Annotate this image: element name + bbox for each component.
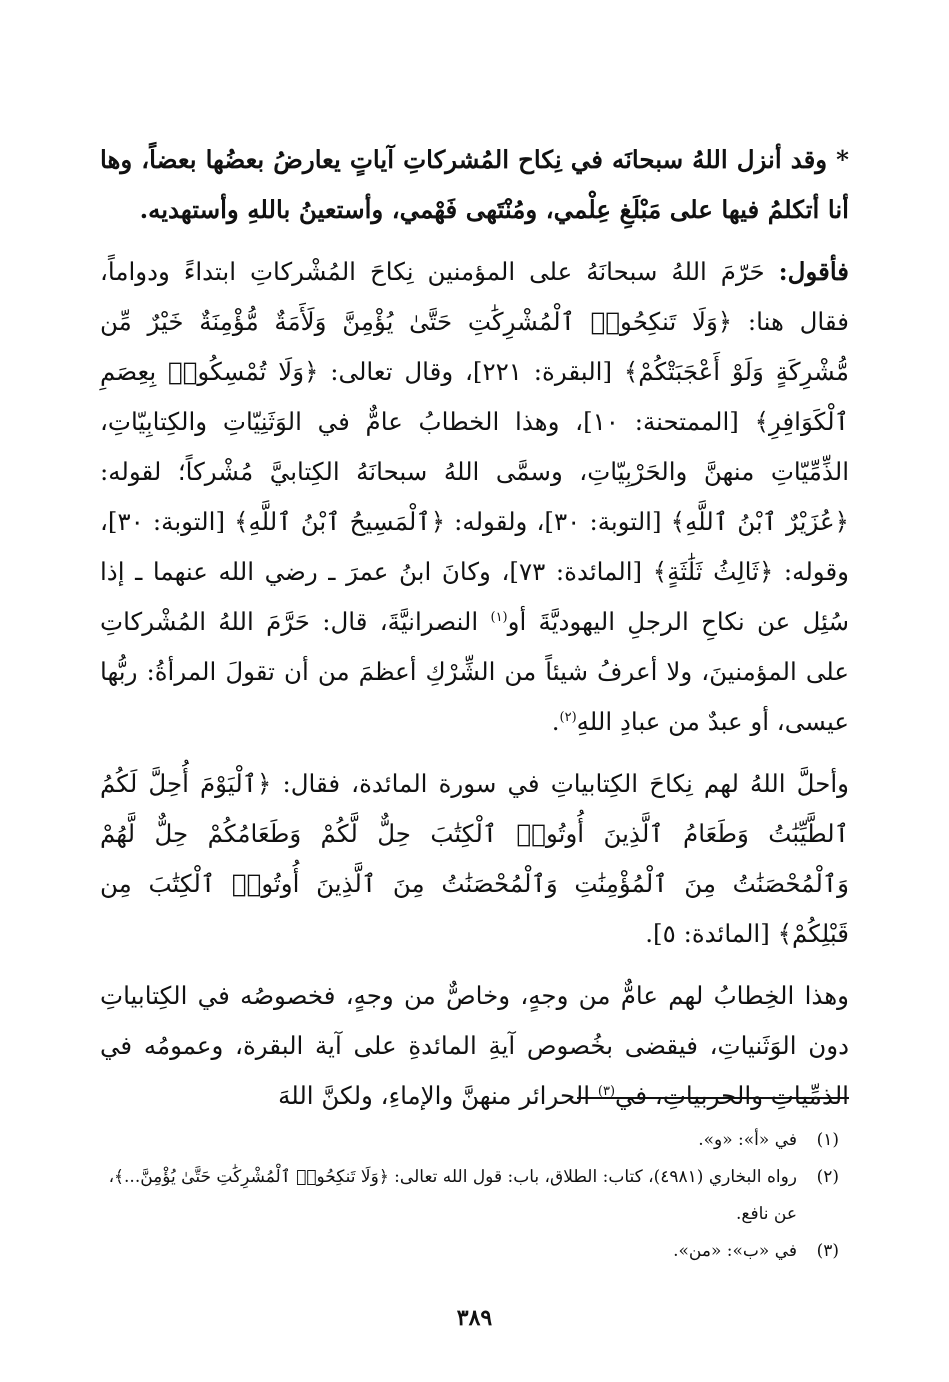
footnote-text: في «ب»: «من». (673, 1241, 797, 1261)
lead-word: فأقول: (778, 257, 849, 286)
footnote-text: في «أ»: «و». (698, 1130, 797, 1150)
paragraph-4-text: وهذا الخِطابُ لهم عامٌّ من وجهٍ، وخاصٌّ من وجهٍ، فخصوصُه في الكِتابياتِ دون الوَثَنياتِ، فيقضى بخُصوص آيةِ المائدةِ على آية البقرة، وعمومُه في الذمِّياتِ والحربياتِ، في (100, 981, 849, 1110)
main-text (100, 135, 849, 1121)
paragraph-2: فأقول: حَرّمَ اللهُ سبحانَهُ على المؤمنين نِكاحَ المُشْركاتِ ابتداءً ودواماً، فقال هنا: ﴿وَلَا تَنكِحُوا۟ ٱلْمُشْرِكَٰتِ حَتَّىٰ يُؤْمِنَّ وَلَأَمَةٌ مُّؤْمِنَةٌ خَيْرٌ مِّن مُّشْرِكَةٍ وَلَوْ أَعْجَبَتْكُمْ﴾ [البقرة: ٢٢١]، وقال تعالى: ﴿وَلَا تُمْسِكُوا۟ بِعِصَمِ ٱلْكَوَافِرِ﴾ [الممتحنة: ١٠]، وهذا الخطابُ عامٌّ في الوَثَنِيّاتِ والكِتابِيّاتِ، الذِّمِّيّاتِ منهنَّ والحَرْبِيّاتِ، وسمَّى اللهُ سبحانَهُ الكِتابيَّ مُشْركاً؛ لقوله: ﴿عُزَيْرٌ ٱبْنُ ٱللَّهِ﴾ [التوبة: ٣٠]، ولقوله: ﴿ٱلْمَسِيحُ ٱبْنُ ٱللَّهِ﴾ [التوبة: ٣٠]، وقوله: ﴿ثَالِثُ ثَلَٰثَةٍ﴾ [المائدة: ٧٣]، وكانَ ابنُ عمرَ ـ رضي الله عنهما ـ إذا سُئِل عن نكاحِ الرجلِ اليهوديَّةَ أو$^{(١)}$ النصرانيَّةَ، قال: حَرَّمَ اللهُ المُشْركاتِ على المؤمنينَ، ولا أعرفُ شيئاً من الشِّرْكِ أعظمَ من أن تقولَ المرأةُ: ربُّها عيسى، أو عبدٌ من عبادِ اللهِ$^{(٢)}$. (100, 257, 849, 736)
footnotes (100, 1122, 839, 1270)
footnote-number: (١) (816, 1130, 839, 1150)
paragraph-3: وأحلَّ اللهُ لهم نِكاحَ الكِتابياتِ في سورة المائدة، فقال: ﴿ٱلْيَوْمَ أُحِلَّ لَكُمُ ٱلطَّيِّبَٰتُ وَطَعَامُ ٱلَّذِينَ أُوتُوا۟ ٱلْكِتَٰبَ حِلٌّ لَّكُمْ وَطَعَامُكُمْ حِلٌّ لَّهُمْ وَٱلْمُحْصَنَٰتُ مِنَ ٱلْمُؤْمِنَٰتِ وَٱلْمُحْصَنَٰتُ مِنَ ٱلَّذِينَ أُوتُوا۟ ٱلْكِتَٰبَ مِن قَبْلِكُمْ﴾ [المائدة: ٥]. (100, 769, 849, 948)
footnote-2 (100, 1159, 839, 1233)
footnote-3 (100, 1233, 839, 1270)
footnote-divider (577, 1097, 849, 1099)
footnote-ref-1: (١) (490, 609, 508, 625)
footnote-number: (٣) (816, 1241, 839, 1261)
footnote-number: (٢) (816, 1167, 839, 1187)
footnote-1 (100, 1122, 839, 1159)
paragraph-2-cont: النصرانيَّةَ، قال: حَرَّمَ اللهُ المُشْركاتِ على المؤمنينَ، ولا أعرفُ شيئاً من الشِّرْكِ أعظمَ من أن تقولَ المرأةُ: ربُّها عيسى، أو عبدٌ من عبادِ اللهِ (100, 607, 849, 736)
paragraph-1: * وقد أنزل اللهُ سبحانَه في نِكاح المُشركاتِ آياتٍ يعارضُ بعضُها بعضاً، وها أنا أتكلمُ فيها على مَبْلَغِ عِلْمي، ومُنْتَهى فَهْمي، وأستعينُ باللهِ وأستهديه. (100, 145, 849, 224)
paragraph-4-cont: الحرائر منهنَّ والإماءِ، ولكنَّ اللهَ (278, 1081, 591, 1110)
footnote-ref-3: (٣) (597, 1083, 616, 1099)
footnote-ref-2: (٢) (559, 709, 577, 725)
paragraph-2-text: حَرّمَ اللهُ سبحانَهُ على المؤمنين نِكاحَ المُشْركاتِ ابتداءً ودواماً، فقال هنا: ﴿وَلَا تَنكِحُوا۟ ٱلْمُشْرِكَٰتِ حَتَّىٰ يُؤْمِنَّ وَلَأَمَةٌ مُّؤْمِنَةٌ خَيْرٌ مِّن مُّشْرِكَةٍ وَلَوْ أَعْجَبَتْكُمْ﴾ [البقرة: ٢٢١]، وقال تعالى: ﴿وَلَا تُمْسِكُوا۟ بِعِصَمِ ٱلْكَوَافِرِ﴾ [الممتحنة: ١٠]، وهذا الخطابُ عامٌّ في الوَثَنِيّاتِ والكِتابِيّاتِ، الذِّمِّيّاتِ منهنَّ والحَرْبِيّاتِ، وسمَّى اللهُ سبحانَهُ الكِتابيَّ مُشْركاً؛ لقوله: ﴿عُزَيْرٌ ٱبْنُ ٱللَّهِ﴾ [التوبة: ٣٠]، ولقوله: ﴿ٱلْمَسِيحُ ٱبْنُ ٱللَّهِ﴾ [التوبة: ٣٠]، وقوله: ﴿ثَالِثُ ثَلَٰثَةٍ﴾ [المائدة: ٧٣]، وكانَ ابنُ عمرَ ـ رضي الله عنهما ـ إذا سُئِل عن نكاحِ الرجلِ اليهوديَّةَ أو (100, 257, 849, 636)
footnote-text: رواه البخاري (٤٩٨١)، كتاب: الطلاق، باب: قول الله تعالى: ﴿وَلَا تَنكِحُوا۟ ٱلْمُشْرِكَٰتِ حَتَّىٰ يُؤْمِنَّ...﴾، عن نافع. (108, 1167, 797, 1224)
page-number: ٣٨٩ (456, 1305, 493, 1331)
